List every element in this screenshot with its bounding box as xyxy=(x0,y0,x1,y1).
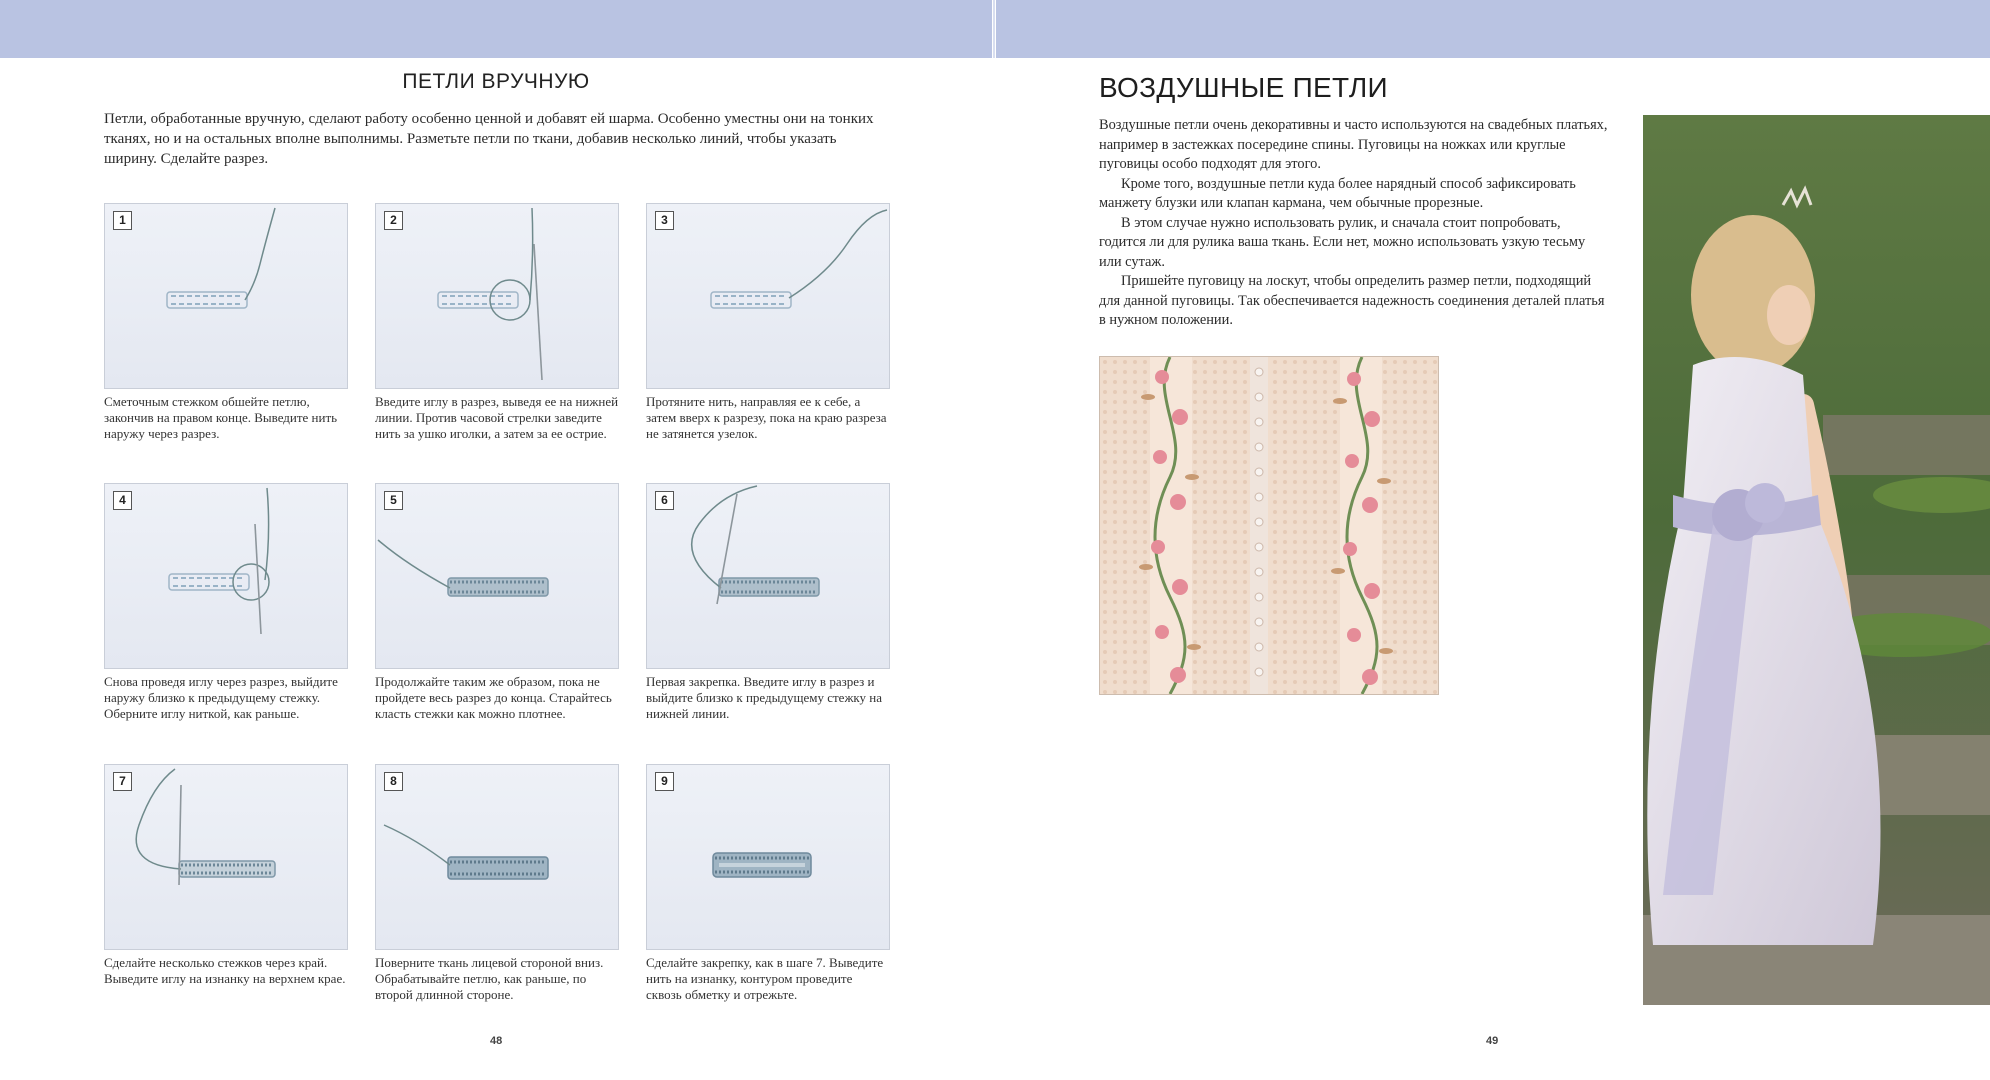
step-2 xyxy=(375,203,619,442)
top-band-right xyxy=(996,0,1990,58)
left-page-title: ПЕТЛИ ВРУЧНУЮ xyxy=(402,70,590,93)
fabric-pattern xyxy=(1100,357,1438,694)
step-5-illustration xyxy=(376,484,618,668)
step-9 xyxy=(646,764,890,1003)
step-caption: Сметочным стежком обшейте петлю, закончив на правом конце. Выведите нить наружу через разрез. xyxy=(104,394,338,441)
step-4-illustration xyxy=(105,484,347,668)
right-page-title: ВОЗДУШНЫЕ ПЕТЛИ xyxy=(1099,72,1388,103)
step-7-illustration xyxy=(105,765,347,949)
photo-illustration xyxy=(1643,115,1990,1005)
girl-in-dress-photo xyxy=(1643,115,1990,1005)
step-photo xyxy=(104,203,348,389)
step-photo xyxy=(104,764,348,950)
step-caption: Снова проведя иглу через разрез, выйдите наружу близко к предыдущему стежку. Оберните иглу ниткой, как раньше. xyxy=(104,674,338,721)
step-photo xyxy=(375,764,619,950)
body-paragraph: Кроме того, воздушные петли куда более нарядный способ зафиксировать манжету блузки или клапан кармана, чем обычные прорезные. xyxy=(1099,175,1576,211)
step-number: 2 xyxy=(384,211,403,230)
step-1-illustration xyxy=(105,204,347,388)
step-number: 7 xyxy=(113,772,132,791)
page-number-right: 49 xyxy=(1486,1035,1499,1047)
step-6 xyxy=(646,483,890,722)
step-7 xyxy=(104,764,348,987)
body-paragraph: Воздушные петли очень декоративны и часто используются на свадебных платьях, например в застежках посередине спины. Пуговицы на ножках или круглые пуговицы особо подходят для этого. xyxy=(1099,117,1608,172)
step-caption: Введите иглу в разрез, выведя ее на нижней линии. Против часовой стрелки заведите нить за ушко иголки, а затем за ее острие. xyxy=(375,394,619,441)
step-number: 3 xyxy=(655,211,674,230)
step-8 xyxy=(375,764,619,1003)
step-number: 6 xyxy=(655,491,674,510)
step-3 xyxy=(646,203,890,442)
step-photo xyxy=(646,203,890,389)
body-paragraph: В этом случае нужно использовать рулик, и сначала стоит попробовать, годится ли для рулика ваша ткань. Если нет, можно использовать узкую тесьму или сутаж. xyxy=(1099,214,1586,270)
step-1 xyxy=(104,203,348,442)
step-caption: Протяните нить, направляя ее к себе, а затем вверх к разрезу, пока на краю разреза не затянется узелок. xyxy=(646,394,887,441)
step-number: 9 xyxy=(655,772,674,791)
step-caption: Поверните ткань лицевой стороной вниз. Обрабатывайте петлю, как раньше, по второй длинной стороне. xyxy=(375,955,604,1002)
step-number: 8 xyxy=(384,772,403,791)
step-3-illustration xyxy=(647,204,889,388)
page-gutter xyxy=(993,0,995,58)
step-caption: Сделайте закрепку, как в шаге 7. Выведите нить на изнанку, контуром проведите сквозь обметку и отрежьте. xyxy=(646,955,884,1002)
step-photo xyxy=(646,764,890,950)
step-caption: Сделайте несколько стежков через край. Выведите иглу на изнанку на верхнем крае. xyxy=(104,955,346,986)
top-band-left xyxy=(0,0,992,58)
page-number-left: 48 xyxy=(490,1035,503,1047)
step-number: 1 xyxy=(113,211,132,230)
step-caption: Первая закрепка. Введите иглу в разрез и выйдите близко к предыдущему стежку на нижней линии. xyxy=(646,674,883,721)
embroidered-fabric-photo xyxy=(1099,356,1439,695)
step-9-illustration xyxy=(647,765,889,949)
right-page-body xyxy=(1099,116,1611,331)
step-caption: Продолжайте таким же образом, пока не пройдете весь разрез до конца. Старайтесь класть стежки как можно плотнее. xyxy=(375,674,612,721)
step-5 xyxy=(375,483,619,722)
left-page-intro: Петли, обработанные вручную, сделают работу особенно ценной и добавят ей шарма. Особенно уместны они на тонких тканях, но и на остальных вполне выполнимы. Разметьте петли по ткани, добавив несколько линий, чтобы указать ширину. Сделайте разрез. xyxy=(104,111,874,167)
step-photo xyxy=(104,483,348,669)
step-number: 5 xyxy=(384,491,403,510)
step-photo xyxy=(375,483,619,669)
step-8-illustration xyxy=(376,765,618,949)
step-photo xyxy=(375,203,619,389)
step-photo xyxy=(646,483,890,669)
step-4 xyxy=(104,483,348,722)
step-6-illustration xyxy=(647,484,889,668)
step-2-illustration xyxy=(376,204,618,388)
body-paragraph: Пришейте пуговицу на лоскут, чтобы определить размер петли, подходящий для данной пуговицы. Так обеспечивается надежность соединения деталей платья в нужном положении. xyxy=(1099,273,1605,328)
step-number: 4 xyxy=(113,491,132,510)
